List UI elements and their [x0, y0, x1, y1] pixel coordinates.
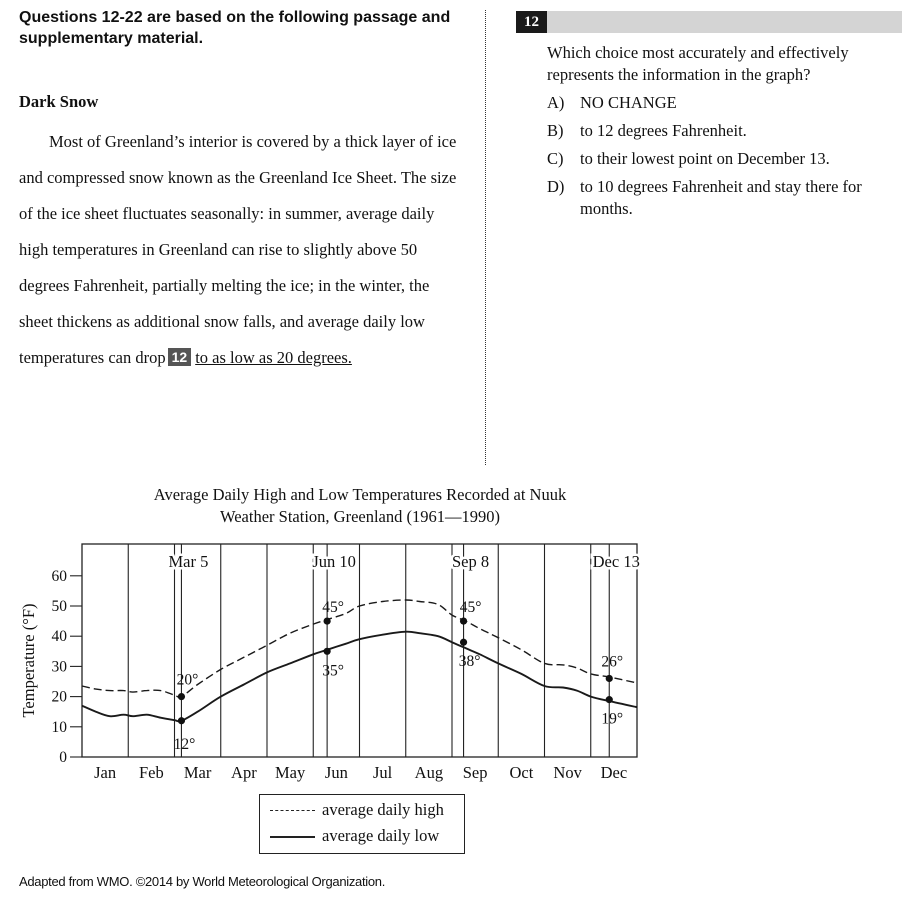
high-value-label: 20°: [176, 671, 199, 689]
x-month-label: Feb: [139, 763, 164, 782]
answer-choice-c[interactable]: [547, 148, 830, 170]
choice-letter: B): [547, 121, 564, 140]
high-value-label: 45°: [322, 599, 344, 617]
question-stem: Which choice most accurately and effectively represents the information in the graph?: [547, 43, 849, 84]
x-month-label: Aug: [414, 763, 444, 782]
chart-legend: [259, 794, 465, 854]
low-value-label: 35°: [322, 662, 344, 680]
x-month-label: Jun: [324, 763, 348, 782]
temperature-chart: [0, 530, 902, 790]
marked-date-label: Dec 13: [592, 552, 640, 571]
y-tick-label: 40: [51, 628, 67, 646]
question-header-bar: [516, 11, 902, 33]
low-point-marker: [324, 648, 331, 655]
marked-date-label: Jun 10: [312, 552, 356, 571]
legend-label-low: average daily low: [322, 826, 440, 845]
marked-date-label: Mar 5: [168, 552, 209, 571]
x-month-label: Nov: [553, 763, 582, 782]
answer-choice-d[interactable]: [547, 176, 862, 218]
x-month-label: Mar: [183, 763, 212, 782]
x-month-label: Oct: [509, 763, 534, 782]
choice-letter: D): [547, 177, 565, 196]
high-value-label: 26°: [601, 653, 624, 671]
high-point-marker: [324, 618, 331, 625]
passage-title: Dark Snow: [19, 92, 99, 111]
low-point-marker: [178, 717, 185, 724]
x-month-label: Dec: [600, 763, 628, 782]
solid-line-swatch: [270, 836, 315, 838]
low-point-marker: [606, 696, 613, 703]
passage-body: Most of Greenland’s interior is covered by a thick layer of ice and compressed snow known as the Greenland Ice Sheet. The size of the ice sheet fluctuates seasonally: in summer, average daily high temperatures in Greenland can rise to slightly above 50 degrees Fahrenheit, partially melting the ice; in the winter, the sheet thickens as additional snow falls, and average daily low temperatures can drop: [19, 132, 457, 367]
y-tick-label: 20: [51, 688, 67, 706]
underlined-phrase[interactable]: to as low as 20 degrees.: [195, 348, 352, 367]
low-point-marker: [460, 639, 467, 646]
low-value-label: 19°: [601, 710, 624, 728]
y-axis-title: Temperature (°F): [19, 603, 38, 718]
section-intro: Questions 12-22 are based on the following passage and supplementary material.: [19, 9, 451, 47]
choice-text: to 10 degrees Fahrenheit and stay there for months.: [580, 177, 862, 218]
low-value-label: 38°: [458, 653, 481, 671]
high-point-marker: [178, 693, 185, 700]
dashed-line-swatch: [270, 810, 315, 811]
y-tick-label: 10: [51, 718, 67, 736]
source-credit: Adapted from WMO. ©2014 by World Meteorological Organization.: [19, 874, 386, 889]
y-tick-label: 50: [51, 598, 67, 615]
low-value-label: 12°: [173, 735, 196, 753]
high-point-marker: [606, 675, 613, 682]
marked-date-label: Sep 8: [452, 552, 490, 571]
y-tick-label: 30: [51, 658, 67, 676]
choice-letter: C): [547, 149, 564, 168]
question-number-badge: 12: [516, 11, 547, 33]
high-point-marker: [460, 618, 467, 625]
y-tick-label: 0: [59, 749, 67, 766]
choice-text: to their lowest point on December 13.: [580, 149, 830, 168]
x-month-label: Jan: [94, 763, 117, 782]
answer-choice-a[interactable]: [547, 92, 677, 114]
column-divider: [485, 10, 486, 465]
x-month-label: May: [275, 763, 306, 782]
question-marker[interactable]: 12: [168, 348, 192, 366]
chart-title: Average Daily High and Low Temperatures Recorded at Nuuk Weather Station, Greenland (1961—1990): [153, 485, 567, 526]
answer-choice-b[interactable]: [547, 120, 747, 142]
x-month-label: Apr: [231, 763, 257, 782]
x-month-label: Sep: [462, 763, 488, 782]
choice-text: NO CHANGE: [580, 93, 677, 112]
choice-text: to 12 degrees Fahrenheit.: [580, 121, 747, 140]
passage-text: [19, 124, 459, 376]
legend-label-high: average daily high: [322, 800, 444, 819]
choice-letter: A): [547, 93, 565, 112]
y-tick-label: 60: [51, 567, 67, 585]
x-month-label: Jul: [372, 763, 393, 782]
high-value-label: 45°: [459, 599, 482, 617]
